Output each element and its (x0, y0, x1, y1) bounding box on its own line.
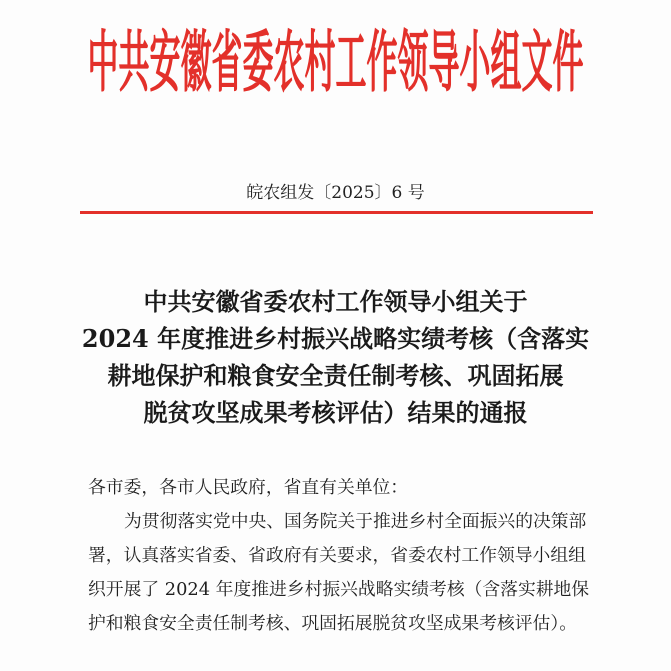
red-separator-line (80, 211, 593, 214)
body-line: 为贯彻落实党中央、国务院关于推进乡村全面振兴的决策部 (124, 511, 587, 532)
title-line: 耕地保护和粮食安全责任制考核、巩固拓展 (107, 361, 564, 390)
salutation: 各市委，各市人民政府，省直有关单位： (88, 477, 409, 498)
document-title (0, 283, 671, 431)
title-line: 2024 年度推进乡村振兴战略实绩考核（含落实 (81, 324, 590, 353)
issuing-authority-title: 中共安徽省委农村工作领导小组文件 (87, 24, 584, 102)
document-header (0, 24, 671, 102)
body-line: 署，认真落实省委、省政府有关要求，省委农村工作领导小组组 (88, 545, 586, 566)
title-line: 脱贫攻坚成果考核评估）结果的通报 (143, 398, 528, 427)
body-line: 护和粮食安全责任制考核、巩固拓展脱贫攻坚成果考核评估）。 (88, 613, 577, 634)
body-line: 织开展了 2024 年度推进乡村振兴战略实绩考核（含落实耕地保 (88, 579, 590, 600)
document-body (88, 471, 598, 641)
document-number: 皖农组发〔2025〕6 号 (246, 183, 425, 203)
title-line: 中共安徽省委农村工作领导小组关于 (143, 287, 528, 316)
